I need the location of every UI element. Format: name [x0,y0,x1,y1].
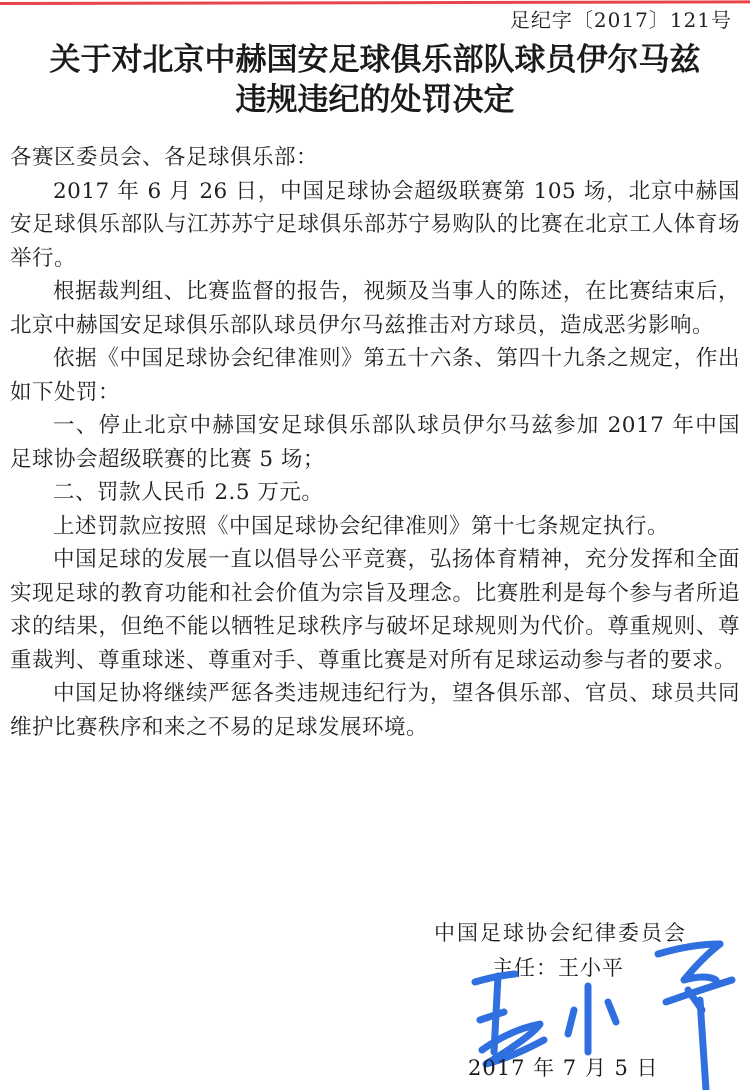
salutation: 各赛区委员会、各足球俱乐部： [10,145,319,170]
paragraph-basis: 依据《中国足球协会纪律准则》第五十六条、第四十九条之规定，作出如下处罚： [10,346,740,405]
signing-date: 2017 年 7 月 5 日 [468,1056,659,1080]
paragraph-principles: 中国足球的发展一直以倡导公平竞赛，弘扬体育精神，充分发挥和全面实现足球的教育功能和社会价值为宗旨及理念。比赛胜利是每个参与者所追求的结果，但绝不能以牺牲足球秩序与破坏足球规则为代价。尊重规则、尊重裁判、尊重球迷、尊重对手、尊重比赛是对所有足球运动参与者的要求。 [10,547,740,673]
signing-chair: 主任：王小平 [492,956,624,980]
signing-organization: 中国足球协会纪律委员会 [434,921,687,945]
penalty-item-1: 一、停止北京中赫国安足球俱乐部队球员伊尔马兹参加 2017 年中国足球协会超级联赛的比赛 5 场； [10,413,740,472]
document-title-line-1: 关于对北京中赫国安足球俱乐部队球员伊尔马兹 [49,42,701,78]
document-title-line-2: 违规违纪的处罚决定 [235,82,515,118]
paragraph-fine-execution: 上述罚款应按照《中国足球协会纪律准则》第十七条规定执行。 [53,513,670,539]
penalty-item-2: 二、罚款人民币 2.5 万元。 [53,480,324,505]
paragraph-closing: 中国足协将继续严惩各类违规违纪行为，望各俱乐部、官员、球员共同维护比赛秩序和来之不易的足球发展环境。 [10,681,740,740]
document-number: 足纪字〔2017〕121号 [509,8,732,32]
document-body [10,141,740,744]
paragraph-incident: 根据裁判组、比赛监督的报告，视频及当事人的陈述，在比赛结束后，北京中赫国安足球俱乐部队球员伊尔马兹推击对方球员，造成恶劣影响。 [10,279,740,338]
paragraph-match-info: 2017 年 6 月 26 日，中国足球协会超级联赛第 105 场，北京中赫国安足球俱乐部队与江苏苏宁足球俱乐部苏宁易购队的比赛在北京工人体育场举行。 [10,178,740,271]
